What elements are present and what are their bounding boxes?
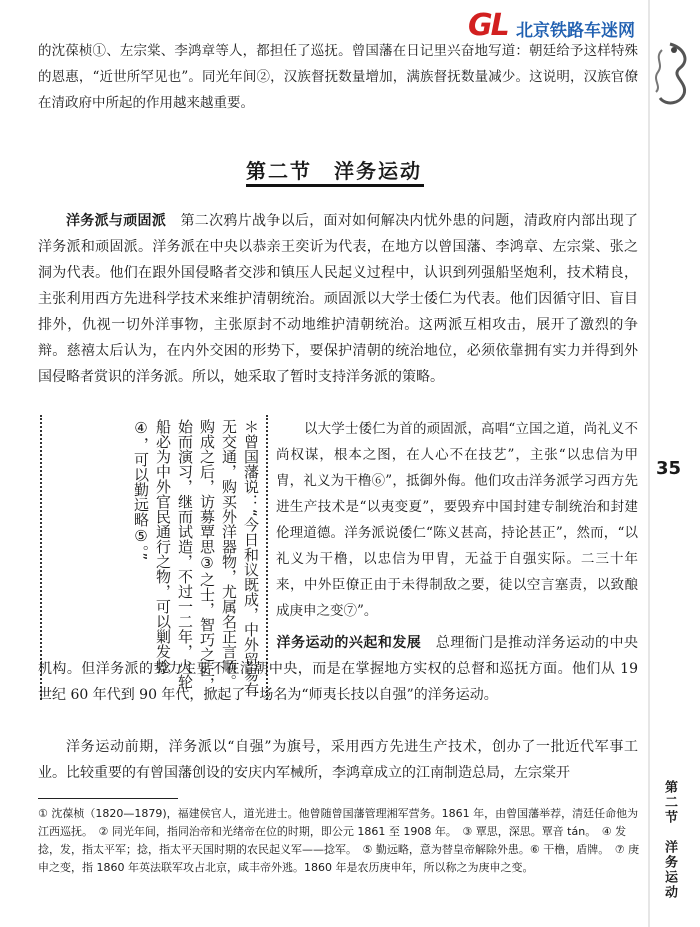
text-rise: 总理衙门是推动洋务运动的中央机构。但洋务派的势力主要不在清朝中央，而是在掌握地方实权的总督和巡抚方面。他们从 19 世纪 60 年代到 90 年代，掀起了一场名为“师夷长技以自强”的洋务运动。: [38, 635, 639, 703]
text-factions: 第二次鸦片战争以后，面对如何解决内忧外患的问题，清政府内部出现了洋务派和顽固派。洋务派在中央以恭亲王奕䜣为代表，在地方以曾国藩、李鸿章、左宗棠、张之洞为代表。他们在跟外国侵略者交涉和镇压人民起义过程中，认识到列强船坚炮利，技术精良，主张利用西方先进科学技术来维护清朝统治。顽固派以大学士倭仁为代表。他们因循守旧、盲目排外，仇视一切外洋事物，主张原封不动地维护清朝统治。这两派互相攻击，展开了激烈的争辩。慈禧太后认为，在内外交困的形势下，要保护清朝的统治地位，必须依靠拥有实力并得到外国侵略者赏识的洋务派。所以，她采取了暂时支持洋务派的策略。: [38, 213, 639, 385]
logo-site-name: 北京铁路车迷网: [516, 21, 635, 41]
dragon-ornament-icon: [640, 40, 696, 110]
conservatives-paragraph: 以大学士倭仁为首的顽固派，高唱“立国之道，尚礼义不尚权谋，根本之图，在人心不在技艺”，主张“以忠信为甲胄，礼义为干橹⑥”，抵御外侮。他们攻击洋务派学习西方先进生产技术是“以夷变夏”，要毁弃中国封建专制统治和封建伦理道德。洋务派说倭仁“陈义甚高，持论甚正”，然而，“以礼义为干橹，以忠信为甲胄，无益于自强实际。二三十年来，中外臣僚正由于未得制敌之要，徒以空言塞责，以致酿成庚申之变⑦”。: [276, 421, 638, 619]
section-title-underline: [246, 184, 424, 187]
paragraph-rise: [38, 630, 638, 708]
paragraph-early-stage: 洋务运动前期，洋务派以“自强”为旗号，采用西方先进生产技术，创办了一批近代军事工业。比较重要的有曾国藩创设的安庆内军械所，李鸿章成立的江南制造总局，左宗棠开: [38, 739, 638, 781]
logo-mark: GL: [468, 8, 508, 43]
chapter-side-tab: 第二节 洋务运动: [662, 780, 677, 900]
footnotes: ① 沈葆桢（1820—1879)，福建侯官人，道光进士。他曾随曾国藩管理湘军营务。1861 年，由曾国藩举荐，清廷任命他为江西巡抚。 ② 同光年间，指同治帝和光绪帝在位的时期，即公元 1861 至 1908 年。 ③ 覃思，深思。覃音 tán。 ④ 发捻，发，指太平军；捻，指太平天国时期的农民起义军——捻军。 ⑤ 勤远略，意为替皇帝解除外患。⑥ 干橹，盾牌。 ⑦ 庚申之变，指 1860 年英法联军攻占北京，咸丰帝外逃。1860 年是农历庚申年，所以称之为庚申之变。: [38, 807, 640, 874]
page-number: 35: [656, 458, 682, 479]
sidebar-quote-text: ＊曾国藩说：“今日和议既成，中外贸易有无交通，购买外洋器物，尤属名正言顺。购成之后，访募覃思③之士，智巧之匠，始而演习，继而试造，不过一二年，火轮船必为中外官民通行之物，可以剿发捻④，可以勤远略⑤。”: [132, 419, 260, 697]
heading-rise: 洋务运动的兴起和发展: [276, 635, 422, 651]
paragraph-factions: [38, 208, 638, 390]
page-edge-shade: [648, 0, 650, 927]
intro-paragraph: 的沈葆桢①、左宗棠、李鸿章等人，都担任了巡抚。曾国藩在日记里兴奋地写道：朝廷给予这样特殊的恩惠，“近世所罕见也”。同光年间②，汉族督抚数量增加，满族督抚数量减少。这说明，汉族官僚在清政府中所起的作用越来越重要。: [38, 43, 638, 111]
heading-factions: 洋务派与顽固派: [66, 213, 167, 229]
section-title: 第二节 洋务运动: [246, 159, 422, 183]
footnote-rule: [38, 798, 178, 799]
